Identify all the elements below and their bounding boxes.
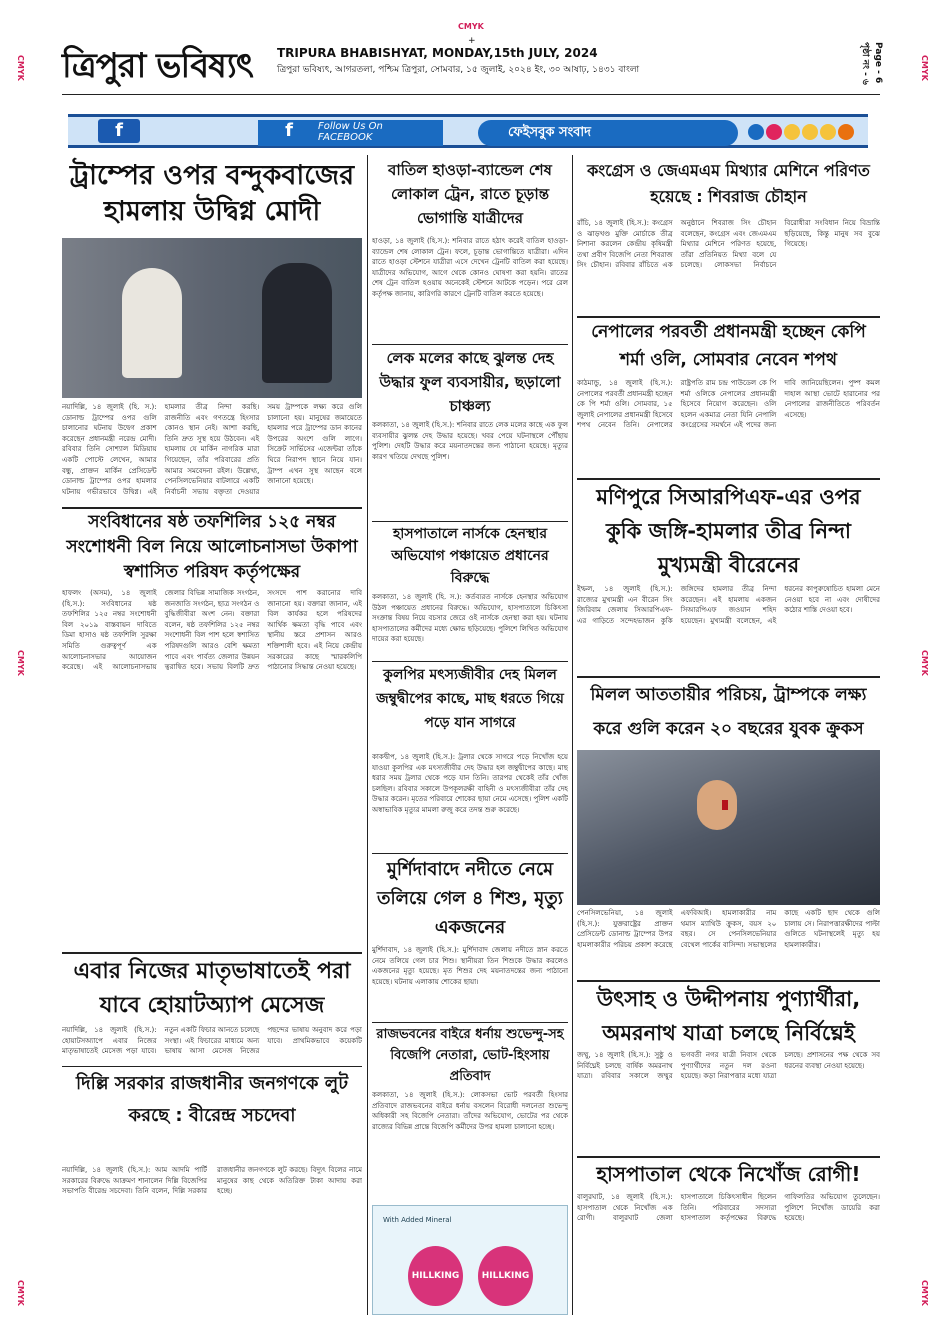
headline-hospital: হাসপাতাল থেকে নিখোঁজ রোগী! — [596, 1162, 861, 1186]
love-icon — [766, 124, 782, 140]
headline-amarnath: উৎসাহ ও উদ্দীপনায় পুণ্যার্থীরা, অমরনাথ যাত্রা চলছে নির্বিঘ্নেই — [596, 987, 861, 1045]
registration-mark-bottom-left: CMYK — [16, 1280, 25, 1306]
facebook-news-label: ফেইসবুক সংবাদ — [478, 120, 738, 146]
headline-nepal: নেপালের পরবর্তী প্রধানমন্ত্রী হচ্ছেন কেপি শর্মা ওলি, সোমবার নেবেন শপথ — [591, 322, 866, 370]
article-body-suvendu: কলকাতা, ১৪ জুলাই (হি.স.): লোকসভা ভোট পরবর্তী হিংসার প্রতিবাদে রাজভবনের বাইরে ধর্নায় বসলেন বিরোধী দলনেতা শুভেন্দু অধিকারী সহ বিজেপি নেতারা। তাঁদের অভিযোগ, ভোটের পর থেকে রাজ্যের বিভিন্ন প্রান্তে বিজেপি কর্মীদের উপর হামলা চালানো হচ্ছে। — [372, 1091, 568, 1131]
article-body-body-found: কলকাতা, ১৪ জুলাই (হি.স.): শনিবার রাতে লেক মলের কাছে এক ফুল ব্যবসায়ীর ঝুলন্ত দেহ উদ্ধার হয়েছে। খবর পেয়ে ঘটনাস্থলে পৌঁছায় পুলিশ। দেহটি উদ্ধার করে ময়নাতদন্তের জন্য পাঠানো হয়েছে। মৃত্যুর কারণ খতিয়ে দেখছে পুলিশ। — [372, 421, 568, 461]
angry-icon — [838, 124, 854, 140]
registration-mark-bottom-right: CMYK — [920, 1280, 929, 1306]
rule — [372, 853, 568, 854]
article-body-hospital: বালুরঘাট, ১৪ জুলাই (হি.স.): হাসপাতাল থেকে নিখোঁজ এক রোগী। বালুরঘাট জেলা হাসপাতালে চিকিৎসাধীন ছিলেন তিনি। পরিবারের সদস্যরা হাসপাতাল কর্তৃপক্ষের বিরুদ্ধে গাফিলতির অভিযোগ তুলেছেন। পুলিশে নিখোঁজ ডায়েরি করা হয়েছে। — [577, 1193, 880, 1223]
photo-trump-shooting — [577, 750, 880, 905]
registration-mark-right-mid: CMYK — [920, 650, 929, 676]
facebook-icon: f — [285, 120, 293, 141]
wow-icon — [802, 124, 818, 140]
headline-suvendu: রাজভবনের বাইরে ধর্নায় শুভেন্দু-সহ বিজেপি নেতারা, ভোট-হিংসায় প্রতিবাদ — [376, 1027, 564, 1084]
article-body-train: হাওড়া, ১৪ জুলাই (হি.স.): শনিবার রাতে হঠাৎ করেই বাতিল হাওড়া-ব্যান্ডেল শেষ লোকাল ট্রেন। ফলে, চূড়ান্ত ভোগান্তিতে যাত্রীরা। এদিন রাতে হাওড়া স্টেশনে যাত্রীরা এসে দেখেন ট্রেনটি বাতিল করা হয়েছে। যাত্রীদের অভিযোগ, আগে থেকে কোনও ঘোষণা করা হয়নি। রাতের শেষ ট্রেন বাতিল হওয়ায় অনেকেই স্টেশনে আটকে পড়েন। পরে রেল কর্তৃপক্ষ জানায়, কারিগরি কারণে ট্রেনটি বাতিল করতে হয়েছে। — [372, 237, 568, 298]
sad-icon — [820, 124, 836, 140]
column-divider — [572, 155, 573, 1315]
registration-mark-right: CMYK — [920, 55, 929, 81]
article-body-modi: নয়াদিল্লি, ১৪ জুলাই (হি. স.): ডোনাল্ড ট্রাম্পের ওপর গুলি চালানোর ঘটনায় উদ্বেগ প্রকাশ করেছেন প্রধানমন্ত্রী নরেন্দ্র মোদী। রবিবার তিনি সোশ্যাল মিডিয়ায় একটি পোস্টে লেখেন, আমার বন্ধু, প্রাক্তন মার্কিন প্রেসিডেন্ট ডোনাল্ড ট্রাম্পের ওপর হামলার ঘটনায় গভীরভাবে উদ্বিগ্ন। এই হামলার তীব্র নিন্দা করছি। রাজনীতি এবং গণতন্ত্রে হিংসার কোনও স্থান নেই। আশা করছি, তিনি দ্রুত সুস্থ হয়ে উঠবেন। এই হামলায় যে মার্কিন নাগরিক মারা গিয়েছেন, তাঁর পরিবারের প্রতি আমার সমবেদনা রইল। উল্লেখ্য, পেনসিলভেনিয়ার বাটলারে একটি নির্বাচনী সভায় বক্তৃতা দেওয়ার সময় ট্রাম্পকে লক্ষ্য করে গুলি চালানো হয়। মানুষের জমায়েতে হামলার পরে ট্রাম্পের ডান কানের উপরের অংশে গুলি লাগে। সিক্রেট সার্ভিসের এজেন্টরা তাঁকে ঘিরে নিরাপদ স্থানে নিয়ে যান। ট্রাম্প এখন সুস্থ আছেন বলে জানানো হয়েছে। — [62, 403, 362, 496]
ad-logo: HILLKING — [408, 1246, 463, 1306]
article-body-delhi: নয়াদিল্লি, ১৪ জুলাই (হি.স.): আম আদমি পার্টি সরকারের বিরুদ্ধে আক্রমণ শানালেন দিল্লি বিজেপির সভাপতি বীরেন্দ্র সচদেবা। তিনি বলেন, দিল্লি সরকার রাজধানীর জনগণকে লুট করছে। বিদ্যুৎ বিলের নামে মানুষের কাছ থেকে অতিরিক্ত টাকা আদায় করা হচ্ছে। — [62, 1166, 362, 1196]
article-body-whatsapp: নয়াদিল্লি, ১৪ জুলাই (হি.স.): হোয়াটসঅ্যাপে এবার নিজের মাতৃভাষাতেই মেসেজ পড়া যাবে। নতুন একটি ফিচার আনতে চলেছে সংস্থা। এই ফিচারের মাধ্যমে অন্য ভাষায় আসা মেসেজ নিজের পছন্দের ভাষায় অনুবাদ করে পড়া যাবে। প্রাথমিকভাবে কয়েকটি — [62, 1026, 362, 1056]
haha-icon — [784, 124, 800, 140]
rule — [62, 1066, 362, 1067]
headline-body-found: লেক মলের কাছে ঝুলন্ত দেহ উদ্ধার ফুল ব্যবসায়ীর, ছড়ালো চাঞ্চল্য — [379, 349, 561, 415]
article-body-nepal: কাঠমান্ডু, ১৪ জুলাই (হি.স.): নেপালের পরবর্তী প্রধানমন্ত্রী হচ্ছেন কে পি শর্মা ওলি। সোমবার, ১৫ জুলাই নেপালের প্রধানমন্ত্রী হিসেবে শপথ নেবেন তিনি। নেপালের রাষ্ট্রপতি রাম চন্দ্র পাউডেল কে পি শর্মা ওলিকে নেপালের প্রধানমন্ত্রী হিসেবে নিয়োগ করেছেন। ওলি হলেন একমাত্র নেতা যিনি নেপালি কংগ্রেসের সমর্থনে এই পদের জন্য দাবি জানিয়েছিলেন। পুষ্প কমল দাহাল আস্থা ভোটে হারানোর পর নেপালের রাজনীতিতে পরিবর্তন এসেছে। — [577, 379, 880, 430]
headline-whatsapp: এবার নিজের মাতৃভাষাতেই পরা যাবে হোয়াটঅ্যাপ মেসেজ — [73, 959, 351, 1018]
headline-shivraj: কংগ্রেস ও জেএমএম মিথ্যার মেশিনে পরিণত হয়েছে : শিবরাজ চৌহান — [587, 161, 870, 206]
article-body-kulpi: কাকদ্বীপ, ১৪ জুলাই (হি.স.): ট্রলার থেকে সাগরে পড়ে নিখোঁজ হয়ে যাওয়া কুলপির এক মৎস্যজীবীর দেহ উদ্ধার হল জম্বুদ্বীপের কাছে। মাছ ধরার সময় ট্রলার থেকে পড়ে যান তিনি। তারপর থেকেই তাঁর খোঁজ চলছিল। রবিবার সকালে উপকূলরক্ষী বাহিনী ও মৎস্যজীবীরা তাঁর দেহ উদ্ধার করেন। মৃতের পরিবারে শোকের ছায়া নেমে এসেছে। পুলিশ একটি অস্বাভাবিক মৃত্যুর মামলা রুজু করে তদন্ত শুরু করেছে। — [372, 753, 568, 814]
article-body-amarnath: জম্মু, ১৪ জুলাই (হি.স.): সুষ্ঠু ও নির্বিঘ্নেই চলছে বার্ষিক অমরনাথ যাত্রা। রবিবার সকালে জম্মুর ভগবতী নগর যাত্রী নিবাস থেকে পুণ্যার্থীদের নতুন দল রওনা হয়েছে। কড়া নিরাপত্তার মধ্যে যাত্রা চলছে। প্রশাসনের পক্ষ থেকে সব ধরনের ব্যবস্থা নেওয়া হয়েছে। — [577, 1051, 880, 1081]
article-body-constitution: হাফলং (অসম), ১৪ জুলাই (হি.স.): সংবিধানের ষষ্ঠ তফশিলির ১২৫ নম্বর সংশোধনী বিল ২০১৯ বাস্তবায়ন দাবিতে ডিমা হাসাও ষষ্ঠ তফশিলি সুরক্ষা সমিতি গুরুত্বপূর্ণ এক আলোচনাসভার আয়োজন করেছে। এই আলোচনাসভায় জেলার বিভিন্ন সামাজিক সংগঠন, জনজাতি সংগঠন, ছাত্র সংগঠন ও বুদ্ধিজীবীরা অংশ নেন। বক্তারা বলেন, ষষ্ঠ তফশিলির ১২৫ নম্বর সংশোধনী বিল পাশ হলে স্বশাসিত পরিষদগুলি আরও বেশি ক্ষমতা পাবে এবং পার্বত্য জেলার উন্নয়ন ত্বরান্বিত হবে। সভায় বিলটি দ্রুত সংসদে পাশ করানোর দাবি জানানো হয়। বক্তারা জানান, এই বিল কার্যকর হলে পরিষদের আর্থিক ক্ষমতা বৃদ্ধি পাবে এবং স্থানীয় স্তরে প্রশাসন আরও শক্তিশালী হবে। এই নিয়ে কেন্দ্রীয় সরকারের কাছে স্মারকলিপি পাঠানোর সিদ্ধান্ত নেওয়া হয়েছে। — [62, 589, 362, 672]
photo-modi-trump — [62, 238, 362, 398]
article-body-murshidabad: মুর্শিদাবাদ, ১৪ জুলাই (হি.স.): মুর্শিদাবাদ জেলায় নদীতে স্নান করতে নেমে তলিয়ে গেল চার শিশু। স্থানীয়রা তিন শিশুকে উদ্ধার করলেও একজনের মৃত্যু হয়েছে। মৃত শিশুর দেহ ময়নাতদন্তের জন্য পাঠানো হয়েছে। ঘটনায় এলাকায় শোকের ছায়া। — [372, 946, 568, 986]
headline-kulpi: কুলপির মৎস্যজীবীর দেহ মিলল জম্বুদ্বীপের কাছে, মাছ ধরতে গিয়ে পড়ে যান সাগরে — [376, 667, 564, 731]
page-number: Page - 6 পৃষ্ঠা নং - ৬ — [860, 41, 883, 85]
registration-mark-left: CMYK — [16, 55, 25, 81]
article-body-manipur: ইম্ফল, ১৪ জুলাই (হি.স.): রাজ্যের মুখ্যমন্ত্রী এন বীরেন সিং জিরিবাম জেলায় সিআরপিএফ-এর গাড়িতে সন্দেহভাজন কুকি জঙ্গিদের হামলার তীব্র নিন্দা করেছেন। এই হামলায় একজন সিআরপিএফ জওয়ান শহিদ হয়েছেন। মুখ্যমন্ত্রী বলেছেন, এই ধরনের কাপুরুষোচিত হামলা মেনে নেওয়া হবে না এবং দোষীদের কঠোর শাস্তি দেওয়া হবে। — [577, 585, 880, 625]
rule — [372, 521, 568, 522]
follow-us-text: Follow Us On FACEBOOK — [318, 121, 383, 143]
advertisement-hillking — [372, 1205, 568, 1315]
masthead-rule — [62, 94, 880, 95]
headline-modi: ট্রাম্পের ওপর বন্দুকবাজের হামলায় উদ্বিগ্ন মোদী — [69, 160, 355, 227]
registration-mark-left-mid: CMYK — [16, 650, 25, 676]
rule — [372, 1022, 568, 1023]
headline-delhi: দিল্লি সরকার রাজধানীর জনগণকে লুট করছে : বীরেন্দ্র সচদেবা — [75, 1073, 349, 1126]
article-body-shivraj: রাঁচি, ১৪ জুলাই (হি.স.): কংগ্রেস ও ঝাড়খণ্ড মুক্তি মোর্চাকে তীব্র নিশানা করলেন কেন্দ্রীয় কৃষিমন্ত্রী তথা প্রবীণ বিজেপি নেতা শিবরাজ সিং চৌহান। রবিবার রাঁচিতে এক অনুষ্ঠানে শিবরাজ সিং চৌহান বলেছেন, কংগ্রেস এবং জেএমএম মিথ্যার মেশিনে পরিণত হয়েছে, তাঁরা প্রতিনিয়ত মিথ্যা বলে যে চলেছে। লোকসভা নির্বাচনে বিরোধীরা সংবিধান নিয়ে বিভ্রান্তি ছড়িয়েছে, কিন্তু মানুষ সব বুঝে গিয়েছে। — [577, 219, 880, 270]
facebook-icon: f — [98, 119, 140, 143]
ad-logo: HILLKING — [478, 1246, 533, 1306]
rule — [372, 344, 568, 345]
headline-trump-attacker: মিলল আততায়ীর পরিচয়, ট্রাম্পকে লক্ষ্য করে গুলি করেন ২০ বছরের যুবক ক্রুকস — [590, 685, 867, 739]
english-dateline: TRIPURA BHABISHYAT, MONDAY,15th JULY, 2024 — [277, 46, 598, 60]
headline-train: বাতিল হাওড়া-ব্যান্ডেল শেষ লোকাল ট্রেন, রাতে চূড়ান্ত ভোগান্তি যাত্রীদের — [388, 161, 552, 227]
headline-nurse: হাসপাতালে নার্সকে হেনস্থার অভিযোগ পঞ্চায়েত প্রধানের বিরুদ্ধে — [391, 526, 549, 586]
headline-constitution: সংবিধানের ষষ্ঠ তফশিলির ১২৫ নম্বর সংশোধনী বিল নিয়ে আলোচনাসভা উকাপা স্বশাসিত পরিষদ কর্তৃপক্ষের — [66, 512, 358, 582]
crosshair-icon: + — [468, 36, 476, 46]
ad-tagline: With Added Mineral — [383, 1216, 452, 1224]
rule — [62, 507, 362, 509]
headline-manipur: মণিপুরে সিআরপিএফ-এর ওপর কুকি জঙ্গি-হামলার তীব্র নিন্দা মুখ্যমন্ত্রী বীরেনের — [596, 485, 861, 577]
bengali-dateline: ত্রিপুরা ভবিষ্যৎ, আগরতলা, পশ্চিম ত্রিপুরা, সোমবার, ১৫ জুলাই, ২০২৪ ইং, ৩০ আষাঢ়, ১৪৩১ বাংলা — [277, 65, 640, 75]
like-icon — [748, 124, 764, 140]
rule — [372, 661, 568, 662]
headline-murshidabad: মুর্শিদাবাদে নদীতে নেমে তলিয়ে গেল ৪ শিশু, মৃত্যু একজনের — [376, 859, 564, 938]
newspaper-title: ত্রিপুরা ভবিষ্যৎ — [62, 46, 253, 86]
article-body-nurse: কলকাতা, ১৪ জুলাই (হি. স.): কর্তব্যরত নার্সকে হেনস্থার অভিযোগ উঠল পঞ্চায়েত প্রধানের বিরুদ্ধে। অভিযোগ, হাসপাতালে চিকিৎসা সংক্রান্ত বিষয় নিয়ে বচসার জেরে ওই নার্সকে হেনস্থা করা হয়। ঘটনায় হাসপাতালের কর্মীদের মধ্যে ক্ষোভ ছড়িয়েছে। পুলিশে লিখিত অভিযোগ দায়ের করা হয়েছে। — [372, 593, 568, 644]
rule — [62, 952, 362, 954]
facebook-banner — [68, 114, 868, 148]
column-divider — [367, 155, 368, 1315]
registration-mark-top: CMYK — [458, 22, 484, 31]
article-body-trump: পেনসিলভেনিয়া, ১৪ জুলাই (হি.স.): যুক্তরাষ্ট্রের প্রাক্তন প্রেসিডেন্ট ডোনাল্ড ট্রাম্পের উপর হামলাকারীর পরিচয় প্রকাশ করেছে এফবিআই। হামলাকারীর নাম থমাস ম্যাথিউ ক্রুকস, বয়স ২০ বছর। সে পেনসিলভেনিয়ার বেথেল পার্কের বাসিন্দা। সভাস্থলের কাছে একটি ছাদ থেকে গুলি চালায় সে। নিরাপত্তারক্ষীদের পাল্টা গুলিতে ঘটনাস্থলেই মৃত্যু হয় হামলাকারীর। — [577, 909, 880, 949]
